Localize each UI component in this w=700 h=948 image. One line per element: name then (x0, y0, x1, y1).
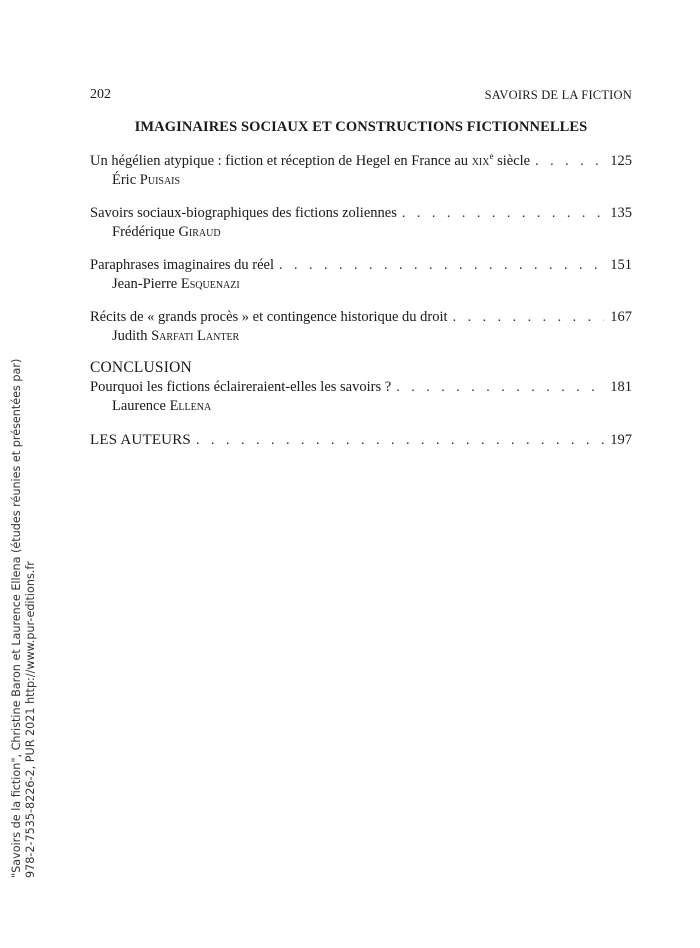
dot-leader (279, 256, 604, 275)
author-family-name: Esquenazi (180, 276, 240, 292)
publisher-side-note (10, 359, 38, 878)
entry-title: Pourquoi les fictions éclaireraient-elles les savoirs ? (90, 379, 392, 395)
author-given-name: Laurence (112, 398, 170, 414)
toc-entry-conclusion[interactable] (90, 378, 632, 416)
author-given-name: Judith (112, 328, 152, 344)
author-family-name: Giraud (178, 224, 221, 240)
toc-entry[interactable] (90, 204, 632, 242)
author-family-name: Sarfati Lanter (151, 328, 240, 344)
toc-line (90, 378, 632, 397)
entry-author (90, 223, 632, 242)
entry-title: LES AUTEURS (90, 432, 191, 448)
toc-entry-authors[interactable] (90, 431, 632, 450)
part-heading-conclusion: CONCLUSION (90, 359, 192, 376)
section-title: IMAGINAIRES SOCIAUX ET CONSTRUCTIONS FICTIONNELLES (134, 119, 588, 135)
dot-leader (402, 204, 604, 223)
entry-title (90, 152, 535, 171)
entry-title: Paraphrases imaginaires du réel (90, 257, 274, 273)
entry-author (90, 327, 632, 346)
entry-title: Savoirs sociaux-biographiques des fictions zoliennes (90, 205, 397, 221)
toc-line (90, 308, 632, 327)
entry-page-number: 167 (610, 309, 632, 325)
dot-leader (535, 152, 604, 171)
entry-page-number: 135 (610, 205, 632, 221)
entry-title-pre: Un hégélien atypique : fiction et réception de Hegel en France au (90, 153, 472, 169)
dot-leader (453, 308, 605, 327)
running-title: SAVOIRS DE LA FICTION (484, 88, 632, 102)
toc-line (90, 431, 632, 450)
entry-title-post: siècle (493, 153, 531, 169)
side-note-line: 978-2-7535-8226-2, PUR 2021 http://www.pur-editions.fr (24, 561, 37, 878)
author-family-name: Ellena (169, 398, 212, 414)
author-given-name: Jean-Pierre (112, 276, 181, 292)
toc-line (90, 152, 632, 171)
entry-author (90, 397, 632, 416)
entry-title: Récits de « grands procès » et contingence historique du droit (90, 309, 448, 325)
entry-page-number: 197 (610, 432, 632, 448)
author-given-name: Éric (112, 172, 140, 188)
dot-leader (196, 431, 604, 450)
century-suffix: e (489, 151, 494, 162)
dot-leader (396, 378, 604, 397)
page-number: 202 (90, 87, 111, 102)
toc-line (90, 256, 632, 275)
entry-page-number: 181 (610, 379, 632, 395)
entry-author (90, 275, 632, 294)
toc-entry[interactable] (90, 256, 632, 294)
entry-page-number: 151 (610, 257, 632, 273)
author-family-name: Puisais (139, 172, 181, 188)
toc-line (90, 204, 632, 223)
entry-page-number: 125 (610, 153, 632, 169)
author-given-name: Frédérique (112, 224, 179, 240)
toc-entry[interactable] (90, 152, 632, 190)
toc-entry[interactable] (90, 308, 632, 346)
side-note-line: "Savoirs de la fiction", Christine Baron et Laurence Ellena (études réunies et présentées par) (10, 358, 23, 878)
century-numeral: xix (471, 153, 490, 169)
entry-author (90, 171, 632, 190)
